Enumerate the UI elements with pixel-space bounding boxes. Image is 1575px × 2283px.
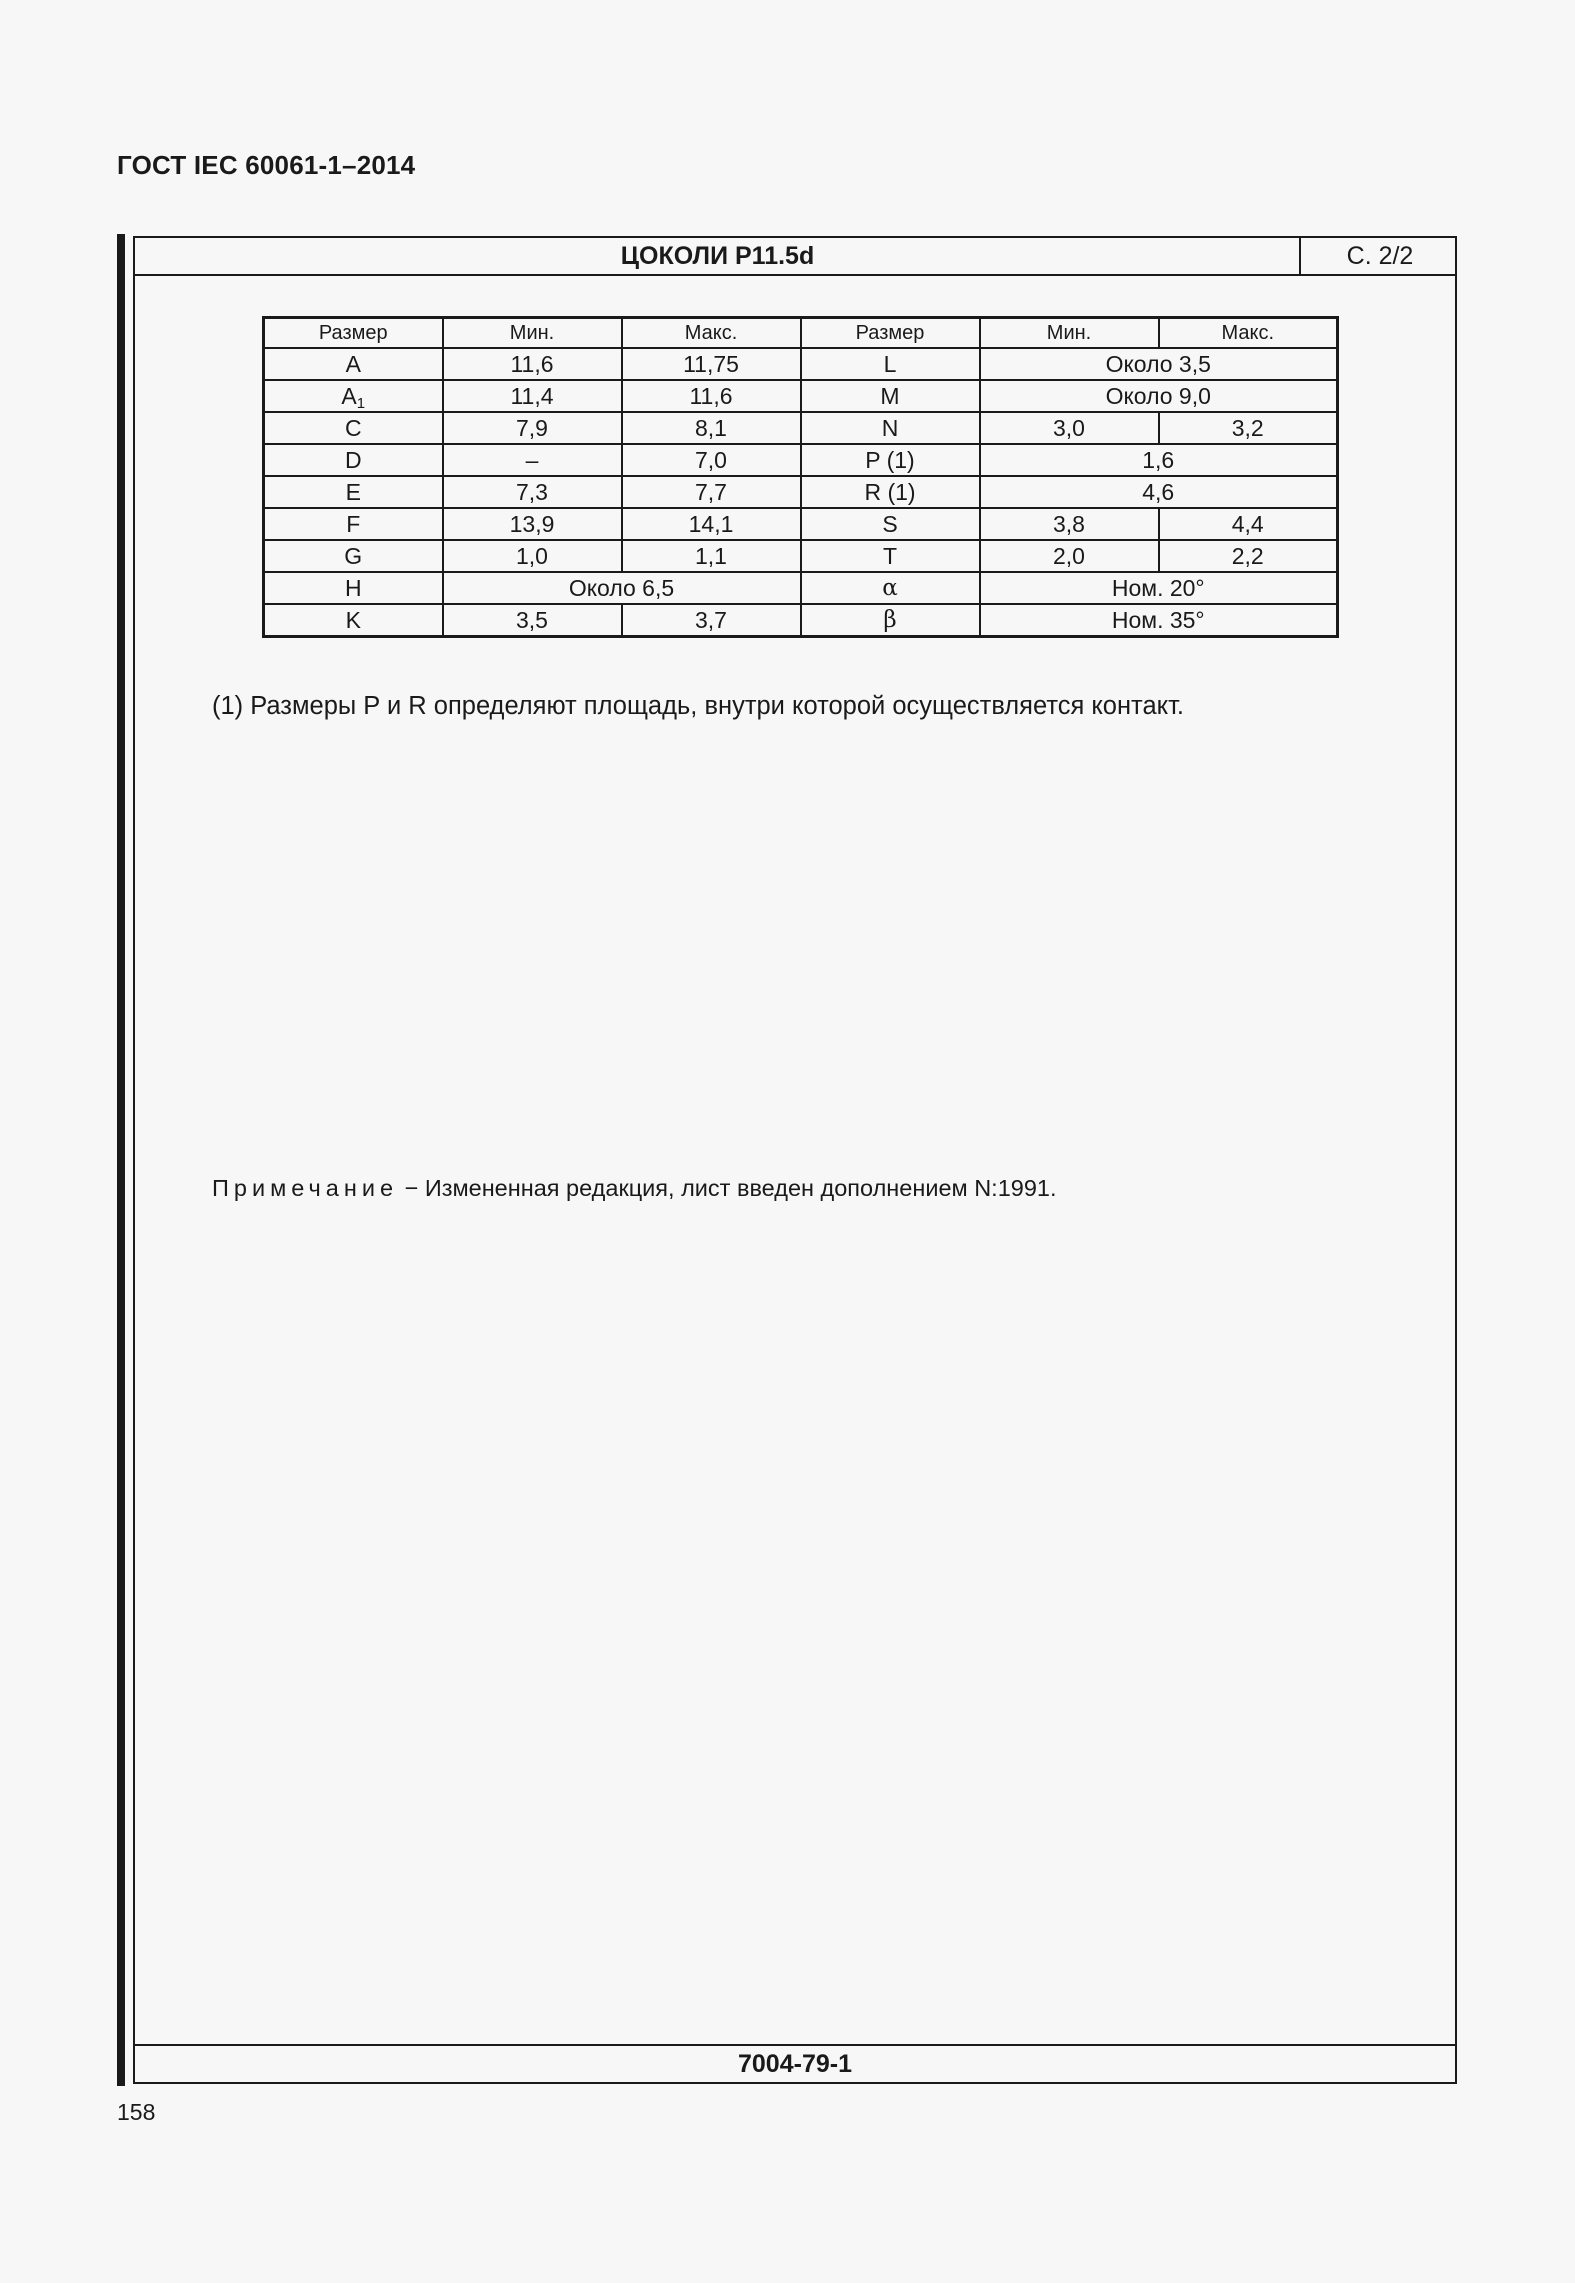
dimension-cell: S bbox=[801, 508, 980, 540]
dimension-cell: G bbox=[264, 540, 443, 572]
header-cell: Макс. bbox=[622, 318, 801, 349]
sheet-title-row bbox=[135, 238, 1455, 276]
left-margin-bar bbox=[117, 234, 125, 2086]
max-cell: 14,1 bbox=[622, 508, 801, 540]
dimension-cell: β bbox=[801, 604, 980, 637]
max-cell: 3,2 bbox=[1159, 412, 1338, 444]
dimension-letter: A bbox=[341, 383, 357, 409]
note-text: − Измененная редакция, лист введен дополнением N:1991. bbox=[404, 1175, 1057, 1201]
merged-value-cell: Около 9,0 bbox=[980, 380, 1338, 412]
header-cell: Мин. bbox=[443, 318, 622, 349]
merged-value-cell: Ном. 35° bbox=[980, 604, 1338, 637]
dimension-cell: H bbox=[264, 572, 443, 604]
merged-value-cell: Около 6,5 bbox=[443, 572, 801, 604]
max-cell: 2,2 bbox=[1159, 540, 1338, 572]
header-cell: Мин. bbox=[980, 318, 1159, 349]
table-row bbox=[264, 572, 1338, 604]
dimension-cell: N bbox=[801, 412, 980, 444]
merged-value-cell: Ном. 20° bbox=[980, 572, 1338, 604]
min-cell: – bbox=[443, 444, 622, 476]
table-row bbox=[264, 380, 1338, 412]
table-row bbox=[264, 476, 1338, 508]
sheet-frame bbox=[133, 236, 1457, 2084]
page-number: 158 bbox=[117, 2099, 156, 2125]
min-cell: 13,9 bbox=[443, 508, 622, 540]
min-cell: 2,0 bbox=[980, 540, 1159, 572]
max-cell: 8,1 bbox=[622, 412, 801, 444]
dimensions-table bbox=[262, 316, 1339, 638]
table-row bbox=[264, 412, 1338, 444]
min-cell: 3,8 bbox=[980, 508, 1159, 540]
header-cell: Размер bbox=[264, 318, 443, 349]
max-cell: 11,75 bbox=[622, 348, 801, 380]
sheet-page-indicator: С. 2/2 bbox=[1299, 238, 1459, 274]
dimension-cell: F bbox=[264, 508, 443, 540]
dimension-cell: C bbox=[264, 412, 443, 444]
merged-value-cell: 1,6 bbox=[980, 444, 1338, 476]
dimension-cell: L bbox=[801, 348, 980, 380]
dimension-cell: M bbox=[801, 380, 980, 412]
dimension-cell: E bbox=[264, 476, 443, 508]
dimension-cell: K bbox=[264, 604, 443, 637]
min-cell: 3,5 bbox=[443, 604, 622, 637]
dimension-cell: α bbox=[801, 572, 980, 604]
note bbox=[212, 1175, 1057, 1202]
dimension-cell: A bbox=[264, 348, 443, 380]
table-row bbox=[264, 508, 1338, 540]
merged-value-cell: 4,6 bbox=[980, 476, 1338, 508]
min-cell: 11,4 bbox=[443, 380, 622, 412]
max-cell: 7,0 bbox=[622, 444, 801, 476]
table-row bbox=[264, 348, 1338, 380]
dimension-cell: P (1) bbox=[801, 444, 980, 476]
dimension-cell: D bbox=[264, 444, 443, 476]
sheet-code: 7004-79-1 bbox=[135, 2044, 1455, 2082]
table-row bbox=[264, 444, 1338, 476]
min-cell: 11,6 bbox=[443, 348, 622, 380]
max-cell: 3,7 bbox=[622, 604, 801, 637]
footnote: (1) Размеры P и R определяют площадь, внутри которой осуществляется контакт. bbox=[212, 692, 1185, 720]
table-row bbox=[264, 604, 1338, 637]
min-cell: 7,9 bbox=[443, 412, 622, 444]
sheet-title: ЦОКОЛИ P11.5d bbox=[620, 242, 815, 270]
standard-header: ГОСТ IEC 60061-1–2014 bbox=[117, 150, 416, 180]
dimension-subscript: 1 bbox=[356, 395, 366, 412]
min-cell: 7,3 bbox=[443, 476, 622, 508]
max-cell: 4,4 bbox=[1159, 508, 1338, 540]
merged-value-cell: Около 3,5 bbox=[980, 348, 1338, 380]
min-cell: 3,0 bbox=[980, 412, 1159, 444]
dimension-cell bbox=[264, 380, 443, 412]
dimension-cell: T bbox=[801, 540, 980, 572]
dimension-cell: R (1) bbox=[801, 476, 980, 508]
min-cell: 1,0 bbox=[443, 540, 622, 572]
table-header-row bbox=[264, 318, 1338, 349]
max-cell: 7,7 bbox=[622, 476, 801, 508]
note-label: Примечание bbox=[212, 1175, 399, 1201]
table-row bbox=[264, 540, 1338, 572]
header-cell: Макс. bbox=[1159, 318, 1338, 349]
header-cell: Размер bbox=[801, 318, 980, 349]
max-cell: 1,1 bbox=[622, 540, 801, 572]
max-cell: 11,6 bbox=[622, 380, 801, 412]
